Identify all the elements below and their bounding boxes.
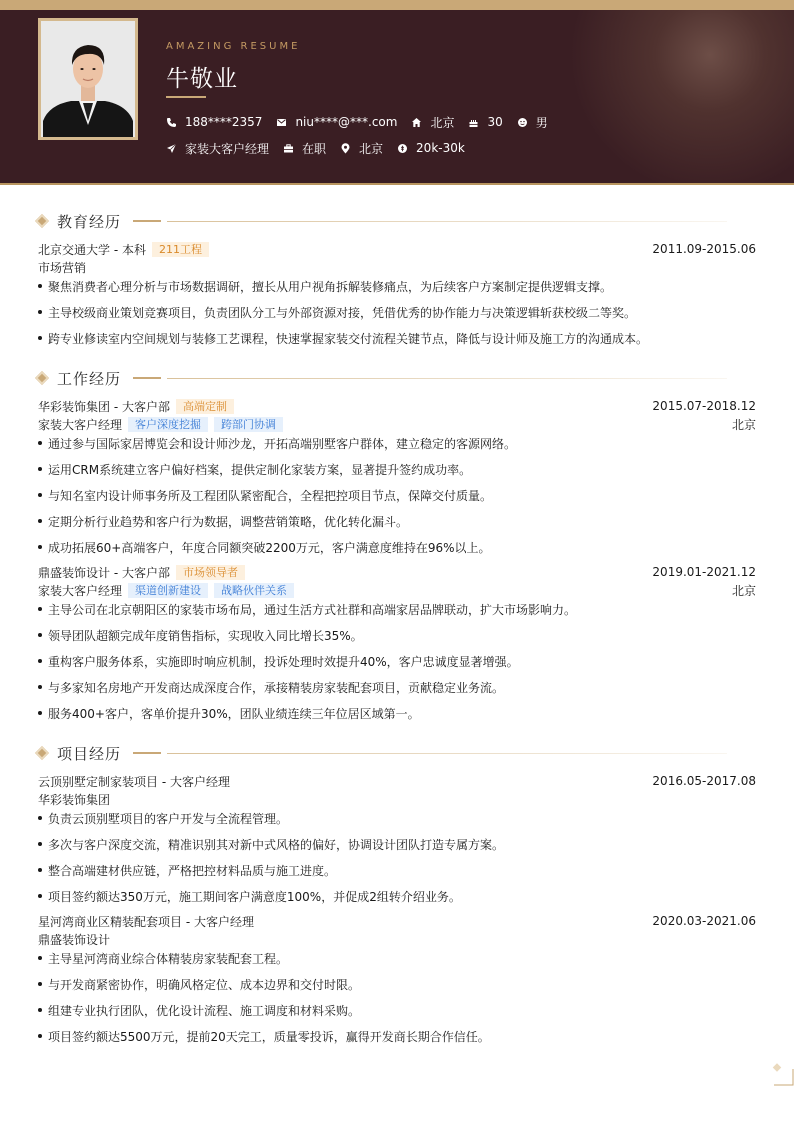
salary-icon bbox=[397, 143, 408, 154]
top-accent-strip bbox=[0, 0, 794, 10]
gender-item bbox=[517, 113, 548, 131]
project-name-role: 云顶别墅定制家装项目 - 大客户经理 bbox=[38, 774, 230, 789]
corner-ornament bbox=[772, 1063, 794, 1087]
briefcase-icon bbox=[283, 143, 294, 154]
age-text: 30 bbox=[487, 115, 503, 129]
city-text: 北京 bbox=[430, 115, 455, 130]
resume-eyebrow: AMAZING RESUME bbox=[166, 41, 301, 52]
project-period: 2020.03-2021.06 bbox=[652, 914, 756, 928]
section-diamond-icon bbox=[35, 746, 49, 760]
project-bullet: 主导星河湾商业综合体精装房家装配套工程。 bbox=[38, 949, 758, 967]
education-bullet: 聚焦消费者心理分析与市场数据调研，擅长从用户视角拆解装修痛点，为后续客户方案制定提供逻辑支撑。 bbox=[38, 277, 758, 295]
education-entry-header bbox=[38, 240, 756, 258]
project-entry-header bbox=[38, 772, 756, 790]
section-diamond-icon bbox=[35, 214, 49, 228]
job-bullet: 领导团队超额完成年度销售指标，实现收入同比增长35%。 bbox=[38, 626, 758, 644]
phone-item bbox=[166, 113, 262, 131]
education-period: 2011.09-2015.06 bbox=[652, 242, 756, 256]
location-icon bbox=[340, 143, 351, 154]
project-name-role: 星河湾商业区精装配套项目 - 大客户经理 bbox=[38, 914, 254, 929]
send-icon bbox=[166, 143, 177, 154]
project-bullet: 项目签约额达5500万元，提前20天完工，质量零投诉，赢得开发商长期合作信任。 bbox=[38, 1027, 758, 1045]
role-tag: 渠道创新建设 bbox=[128, 583, 208, 598]
phone-text: 188****2357 bbox=[185, 115, 263, 129]
resume-header bbox=[0, 10, 794, 185]
gender-icon bbox=[517, 117, 528, 128]
phone-icon bbox=[166, 117, 177, 128]
job-tag: 市场领导者 bbox=[176, 565, 245, 580]
job-bullet: 服务400+客户，客单价提升30%，团队业绩连续三年位居区域第一。 bbox=[38, 704, 758, 722]
job-entry-header bbox=[38, 397, 756, 415]
role-tag: 跨部门协调 bbox=[214, 417, 283, 432]
role-tag: 战略伙伴关系 bbox=[214, 583, 294, 598]
job-tag: 高端定制 bbox=[176, 399, 234, 414]
job-bullet: 与多家知名房地产开发商达成深度合作，承接精装房家装配套项目，贡献稳定业务流。 bbox=[38, 678, 758, 696]
section-title: 工作经历 bbox=[57, 369, 122, 388]
name-underline bbox=[166, 96, 206, 98]
project-org-line bbox=[38, 930, 756, 948]
job-bullet: 运用CRM系统建立客户偏好档案，提供定制化家装方案，显著提升签约成功率。 bbox=[38, 460, 758, 478]
project-bullet: 组建专业执行团队，优化设计流程、施工调度和材料采购。 bbox=[38, 1001, 758, 1019]
candidate-name: 牛敬业 bbox=[166, 66, 238, 92]
project-period: 2016.05-2017.08 bbox=[652, 774, 756, 788]
section-dash bbox=[133, 752, 161, 754]
city-item bbox=[411, 113, 454, 131]
contact-info-row bbox=[166, 113, 562, 131]
section-diamond-icon bbox=[35, 371, 49, 385]
project-bullet: 整合高端建材供应链，严格把控材料品质与施工进度。 bbox=[38, 861, 758, 879]
job-company: 华彩装饰集团 - 大客户部 bbox=[38, 399, 170, 414]
section-title: 项目经历 bbox=[57, 744, 122, 763]
home-icon bbox=[411, 117, 422, 128]
gender-text: 男 bbox=[535, 115, 548, 130]
section-dash bbox=[133, 377, 161, 379]
email-item bbox=[276, 113, 397, 131]
education-major: 市场营销 bbox=[38, 260, 87, 275]
job-role-line bbox=[38, 415, 756, 433]
email-text: niu****@***.com bbox=[295, 115, 398, 129]
project-org: 华彩装饰集团 bbox=[38, 792, 111, 807]
education-bullet: 主导校级商业策划竞赛项目，负责团队分工与外部资源对接，凭借优秀的协作能力与决策逻辑斩获校级二等奖。 bbox=[38, 303, 758, 321]
job-bullet: 主导公司在北京朝阳区的家装市场布局，通过生活方式社群和高端家居品牌联动，扩大市场影响力。 bbox=[38, 600, 758, 618]
job-bullet: 与知名室内设计师事务所及工程团队紧密配合，全程把控项目节点，保障交付质量。 bbox=[38, 486, 758, 504]
section-divider bbox=[167, 221, 727, 222]
project-bullet: 多次与客户深度交流，精准识别其对新中式风格的偏好，协调设计团队打造专属方案。 bbox=[38, 835, 758, 853]
job-role: 家装大客户经理 bbox=[38, 583, 123, 598]
salary-item bbox=[397, 139, 465, 157]
project-org: 鼎盛装饰设计 bbox=[38, 932, 111, 947]
job-bullet: 定期分析行业趋势和客户行为数据，调整营销策略，优化转化漏斗。 bbox=[38, 512, 758, 530]
status-text: 在职 bbox=[302, 141, 327, 156]
education-section-header bbox=[34, 211, 161, 231]
target-position-text: 家装大客户经理 bbox=[185, 141, 270, 156]
job-role: 家装大客户经理 bbox=[38, 417, 123, 432]
job-bullet: 重构客户服务体系，实施即时响应机制，投诉处理时效提升40%，客户忠诚度显著增强。 bbox=[38, 652, 758, 670]
job-bullet: 成功拓展60+高端客户，年度合同额突破2200万元，客户满意度维持在96%以上。 bbox=[38, 538, 758, 556]
work-section-header bbox=[34, 368, 161, 388]
project-bullet: 项目签约额达350万元，施工期间客户满意度100%，并促成2组转介绍业务。 bbox=[38, 887, 758, 905]
project-bullet: 负责云顶别墅项目的客户开发与全流程管理。 bbox=[38, 809, 758, 827]
job-role-line bbox=[38, 581, 756, 599]
job-period: 2015.07-2018.12 bbox=[652, 399, 756, 413]
role-tag: 客户深度挖掘 bbox=[128, 417, 208, 432]
project-section-header bbox=[34, 743, 161, 763]
target-city-text: 北京 bbox=[359, 141, 384, 156]
target-city-item bbox=[340, 139, 383, 157]
section-dash bbox=[133, 220, 161, 222]
job-intent-row bbox=[166, 139, 479, 157]
school-degree: 北京交通大学 - 本科 bbox=[38, 242, 146, 257]
mail-icon bbox=[276, 117, 287, 128]
job-city: 北京 bbox=[731, 417, 756, 432]
job-period: 2019.01-2021.12 bbox=[652, 565, 756, 579]
job-company: 鼎盛装饰设计 - 大客户部 bbox=[38, 565, 170, 580]
project-entry-header bbox=[38, 912, 756, 930]
section-divider bbox=[167, 378, 727, 379]
job-entry-header bbox=[38, 563, 756, 581]
education-tag: 211工程 bbox=[152, 242, 209, 257]
project-bullet: 与开发商紧密协作，明确风格定位、成本边界和交付时限。 bbox=[38, 975, 758, 993]
section-title: 教育经历 bbox=[57, 212, 122, 231]
age-icon bbox=[468, 117, 479, 128]
salary-text: 20k-30k bbox=[416, 141, 465, 155]
education-bullet: 跨专业修读室内空间规划与装修工艺课程，快速掌握家装交付流程关键节点，降低与设计师及施工方的沟通成本。 bbox=[38, 329, 758, 347]
section-divider bbox=[167, 753, 727, 754]
project-org-line bbox=[38, 790, 756, 808]
status-item bbox=[283, 139, 326, 157]
job-city: 北京 bbox=[731, 583, 756, 598]
age-item bbox=[468, 113, 502, 131]
profile-photo bbox=[38, 18, 138, 140]
job-bullet: 通过参与国际家居博览会和设计师沙龙，开拓高端别墅客户群体，建立稳定的客源网络。 bbox=[38, 434, 758, 452]
target-position-item bbox=[166, 139, 269, 157]
education-major-line bbox=[38, 258, 756, 276]
